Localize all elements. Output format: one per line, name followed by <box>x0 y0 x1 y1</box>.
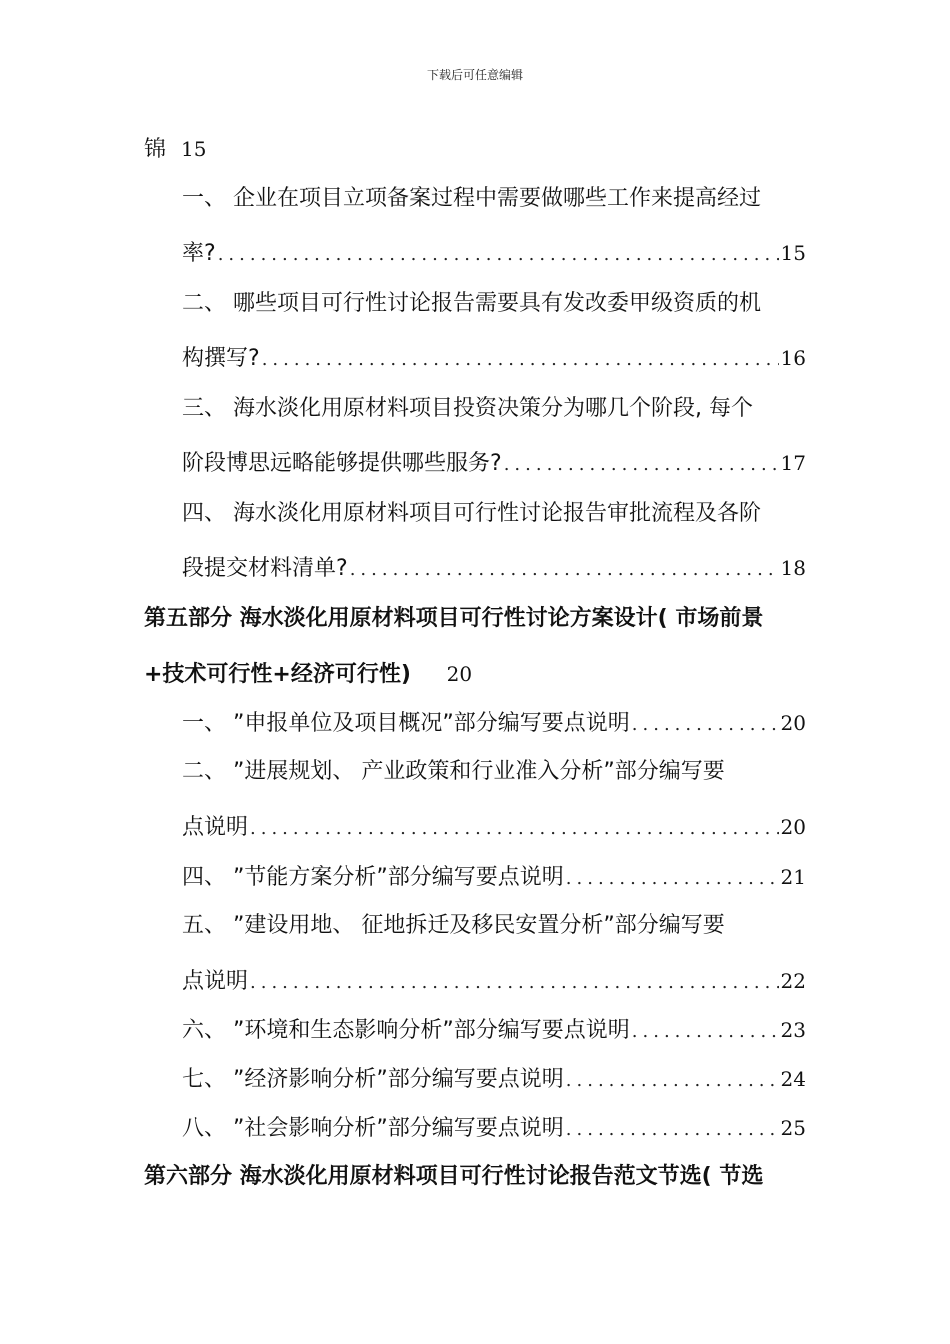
part5-item-4-text: 点说明 <box>182 969 249 994</box>
dot-leader <box>566 1115 779 1145</box>
toc-entry-2-title: 二、 哪些项目可行性讨论报告需要具有发改委甲级资质的机 <box>182 291 761 316</box>
dot-leader <box>566 864 779 894</box>
part5-item-4[interactable] <box>182 966 806 998</box>
toc-continuation-page: 15 <box>181 137 207 161</box>
toc-continuation-text: 锦 <box>144 137 167 162</box>
toc-entry-3-text: 阶段博思远略能够提供哪些服务? <box>182 451 502 476</box>
toc-entry-3[interactable] <box>182 448 806 480</box>
toc-entry-4-page: 18 <box>780 556 806 580</box>
toc-entry-1[interactable] <box>182 238 806 270</box>
page-header: 下载后可任意编辑 <box>426 68 523 82</box>
part5-item-1[interactable] <box>182 708 806 740</box>
toc-entry-1-title: 一、 企业在项目立项备案过程中需要做哪些工作来提高经过 <box>182 186 761 211</box>
dot-leader <box>350 555 779 585</box>
part5-item-1-page: 20 <box>780 711 806 735</box>
part5-heading-text: +技术可行性+经济可行性) <box>144 662 411 687</box>
toc-entry-3-page: 17 <box>780 451 806 475</box>
toc-entry-2-text: 构撰写? <box>182 346 260 371</box>
part5-item-5-page: 23 <box>780 1018 806 1042</box>
toc-entry-1-page: 15 <box>780 241 806 265</box>
dot-leader <box>632 1017 779 1047</box>
part5-item-2-page: 20 <box>780 815 806 839</box>
part6-heading-line1[interactable]: 第六部分 海水淡化用原材料项目可行性讨论报告范文节选( 节选 <box>144 1164 764 1189</box>
part5-item-7-page: 25 <box>780 1116 806 1140</box>
toc-entry-2[interactable] <box>182 343 806 375</box>
part5-heading-line1[interactable]: 第五部分 海水淡化用原材料项目可行性讨论方案设计( 市场前景 <box>144 606 764 631</box>
toc-entry-1-text: 率? <box>182 241 216 266</box>
dot-leader <box>632 710 779 740</box>
dot-leader <box>250 814 779 844</box>
part5-item-6[interactable] <box>182 1064 806 1096</box>
part5-item-3[interactable] <box>182 862 806 894</box>
part5-item-2[interactable] <box>182 812 806 844</box>
part5-item-4-title: 五、 ”建设用地、 征地拆迁及移民安置分析”部分编写要 <box>182 913 725 938</box>
dot-leader <box>218 240 779 270</box>
part5-item-1-text: 一、 ”申报单位及项目概况”部分编写要点说明 <box>182 711 630 736</box>
part5-item-7-text: 八、 ”社会影响分析”部分编写要点说明 <box>182 1116 564 1141</box>
part5-item-5-text: 六、 ”环境和生态影响分析”部分编写要点说明 <box>182 1018 630 1043</box>
toc-continuation-line <box>144 134 206 165</box>
part5-item-6-page: 24 <box>780 1067 806 1091</box>
part5-heading-line2[interactable] <box>144 659 808 690</box>
toc-entry-3-title: 三、 海水淡化用原材料项目投资决策分为哪几个阶段, 每个 <box>182 396 753 421</box>
toc-entry-4-title: 四、 海水淡化用原材料项目可行性讨论报告审批流程及各阶 <box>182 501 761 526</box>
toc-entry-2-page: 16 <box>780 346 806 370</box>
toc-entry-4-text: 段提交材料清单? <box>182 556 348 581</box>
dot-leader <box>566 1066 779 1096</box>
part5-item-2-text: 点说明 <box>182 815 249 840</box>
dot-leader <box>504 450 779 480</box>
part5-item-6-text: 七、 ”经济影响分析”部分编写要点说明 <box>182 1067 564 1092</box>
toc-entry-4[interactable] <box>182 553 806 585</box>
part5-item-2-title: 二、 ”进展规划、 产业政策和行业准入分析”部分编写要 <box>182 759 725 784</box>
part5-item-5[interactable] <box>182 1015 806 1047</box>
part5-item-4-page: 22 <box>780 969 806 993</box>
dot-leader <box>250 968 779 998</box>
part5-item-7[interactable] <box>182 1113 806 1145</box>
part5-item-3-text: 四、 ”节能方案分析”部分编写要点说明 <box>182 865 564 890</box>
dot-leader <box>262 345 779 375</box>
part5-item-3-page: 21 <box>780 865 806 889</box>
part5-heading-page: 20 <box>446 662 473 686</box>
